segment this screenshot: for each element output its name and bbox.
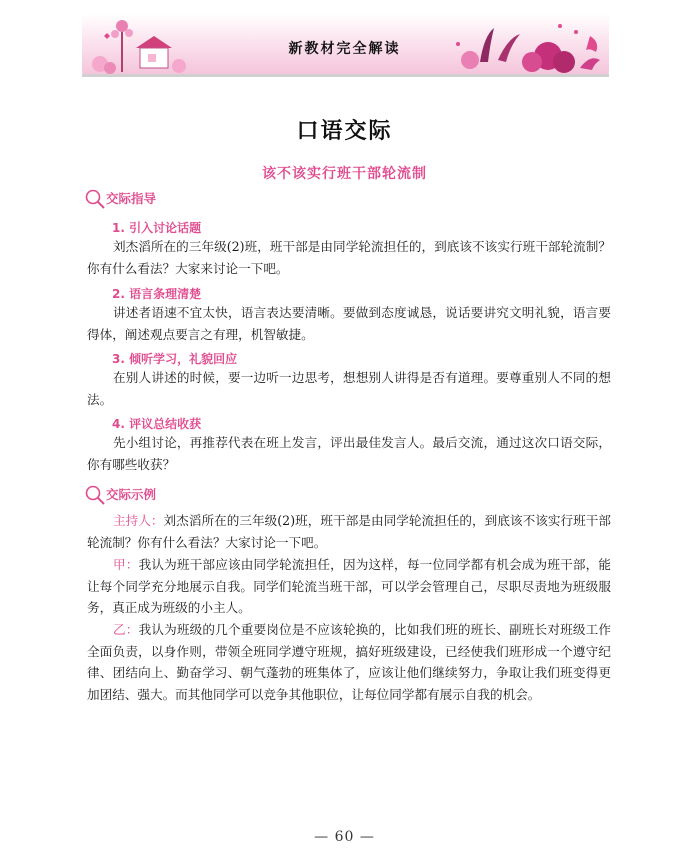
magnifier-icon xyxy=(84,484,106,506)
dialogue-text: 刘杰滔所在的三年级(2)班，班干部是由同学轮流担任的，到底该不该实行班干部轮流制？你有什么看法？大家讨论一下吧。 xyxy=(87,513,611,550)
guidance-item-label: 2. 语言条理清楚 xyxy=(112,287,202,301)
lesson-subtitle: 该不该实行班干部轮流制 xyxy=(262,166,427,182)
page-title: 口语交际 xyxy=(296,118,393,144)
header-divider xyxy=(82,74,609,77)
speaker-label: 甲： xyxy=(113,557,139,572)
dialogue-line xyxy=(87,619,611,705)
guidance-item-text: 讲述者语速不宜太快，语言表达要清晰。要做到态度诚恳，说话要讲究文明礼貌，语言要得体，阐述观点要言之有理，机智敏捷。 xyxy=(87,305,611,342)
speaker-label: 乙： xyxy=(113,622,139,637)
guidance-item-text: 先小组讨论，再推荐代表在班上发言，评出最佳发言人。最后交流，通过这次口语交际，你有哪些收获？ xyxy=(87,435,611,472)
magnifier-icon xyxy=(84,188,106,210)
header-title: 新教材完全解读 xyxy=(288,41,401,57)
guidance-item-label: 3. 倾听学习，礼貌回应 xyxy=(112,352,238,366)
guidance-item-label: 1. 引入讨论话题 xyxy=(112,221,202,235)
dialogue-text: 我认为班级的几个重要岗位是不应该轮换的，比如我们班的班长、副班长对班级工作全面负责，以身作则，带领全班同学遵守班规，搞好班级建设，已经使我们班形成一个遵守纪律、团结向上、勤奋学习、朝气蓬勃的班集体了，应该让他们继续努力，争取让我们班变得更加团结、强大。而其他同学可以竞争其他职位，让每位同学都有展示自我的机会。 xyxy=(87,622,612,702)
speaker-label: 主持人： xyxy=(113,513,164,528)
guidance-item-text: 在别人讲述的时候，要一边听一边思考，想想别人讲得是否有道理。要尊重别人不同的想法。 xyxy=(87,370,611,407)
dialogue-line xyxy=(87,554,611,619)
dialogue-text: 我认为班干部应该由同学轮流担任，因为这样，每一位同学都有机会成为班干部，能让每个同学充分地展示自我。同学们轮流当班干部，可以学会管理自己，尽职尽责地为班级服务，真正成为班级的小主人。 xyxy=(87,557,612,615)
dialogue-line xyxy=(87,510,611,553)
guidance-item-text: 刘杰滔所在的三年级(2)班，班干部是由同学轮流担任的，到底该不该实行班干部轮流制？你有什么看法？大家来讨论一下吧。 xyxy=(87,239,611,276)
page-number: — 60 — xyxy=(314,829,375,845)
guidance-item-label: 4. 评议总结收获 xyxy=(112,417,202,431)
